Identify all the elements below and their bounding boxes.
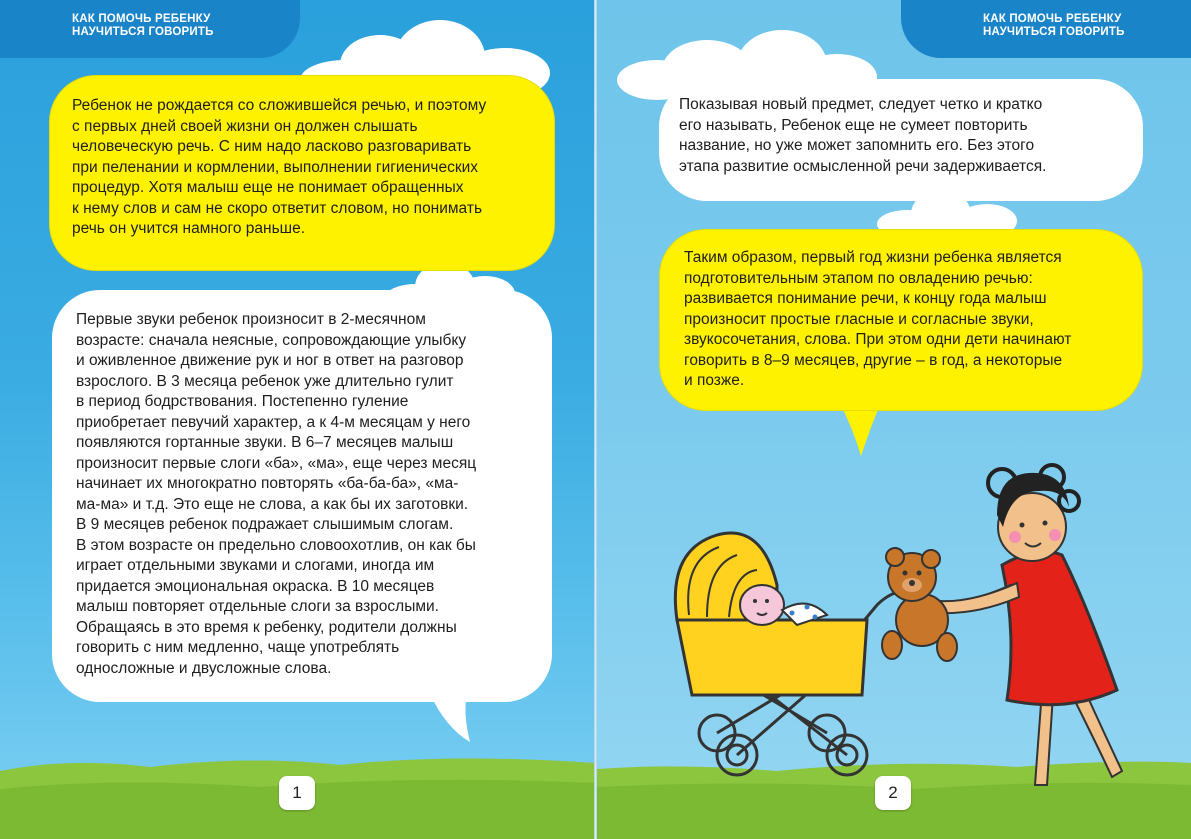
speech-bubble-white — [659, 79, 1143, 201]
header-title-line2: НАУЧИТЬСЯ ГОВОРИТЬ — [983, 26, 1125, 38]
header-title-line1: КАК ПОМОЧЬ РЕБЕНКУ — [983, 13, 1122, 25]
bubble-text: Показывая новый предмет, следует четко и кратко его называть, Ребенок еще не сумеет повторить название, но уже может запомнить его. Без этого этапа развитие осмысленной речи задерживается. — [679, 96, 1047, 175]
left-page — [0, 0, 594, 839]
header-tab-left — [0, 0, 300, 58]
baby-head — [740, 585, 784, 625]
girl-head — [988, 465, 1079, 561]
stroller-basket — [677, 620, 867, 695]
speech-bubble-yellow — [660, 230, 1142, 410]
right-page — [597, 0, 1191, 839]
header-title-line1: КАК ПОМОЧЬ РЕБЕНКУ — [72, 13, 211, 25]
speech-bubble-white — [52, 290, 552, 702]
illustration-girl-with-stroller — [667, 455, 1147, 795]
bubble-text: Ребенок не рождается со сложившейся речью, и поэтому с первых дней своей жизни он должен слышать человеческую речь. С ним надо ласково разговаривать при пеленании и кормлении, выполнении гигиенических процедур. Хотя малыш еще не понимает обращенных к нему слов и сам не скоро ответит словом, но понимать речь он учится намного раньше. — [72, 97, 487, 237]
header-title-line2: НАУЧИТЬСЯ ГОВОРИТЬ — [72, 26, 214, 38]
bubble-text: Первые звуки ребенок произносит в 2-месячном возрасте: сначала неясные, сопровождающие улыбку и оживленное движение рук и ног в ответ на разговор взрослого. В 3 месяца ребенок уже длительно гулит в период бодрствования. Постепенно гуление приобретает певучий характер, а к 4-м месяцам у него появляются гортанные звуки. В 6–7 месяцев малыш произносит первые слоги «ба», «ма», еще через месяц начинает их многократно повторять «ба-ба-ба», «ма- ма-ма» и т.д. Это еще не слова, а как бы их заготовки. В 9 месяцев ребенок подражает слышимым слогам. В этом возрасте он предельно словоохотлив, он как бы играет отдельными звуками и слогами, иногда им придается эмоциональная окраска. В 10 месяцев малыш повторяет отдельные слоги за взрослыми. Обращаясь в это время к ребенку, родители должны говорить с ним медленно, чаще употреблять односложные и двусложные слова. — [76, 311, 477, 677]
speech-bubble-yellow — [50, 76, 554, 270]
page-number: 1 — [279, 776, 315, 810]
page-number: 2 — [875, 776, 911, 810]
header-tab-right — [901, 0, 1191, 58]
stroller-wheels — [699, 715, 867, 775]
girl-dress — [1002, 552, 1117, 705]
bubble-text: Таким образом, первый год жизни ребенка является подготовительным этапом по овладению речью: развивается понимание речи, к концу года малыш произносит простые гласные и согласные звуки, звукосочетания, слова. При этом одни дети начинают говорить в 8–9 месяцев, другие – в год, а некоторые и позже. — [684, 249, 1072, 389]
